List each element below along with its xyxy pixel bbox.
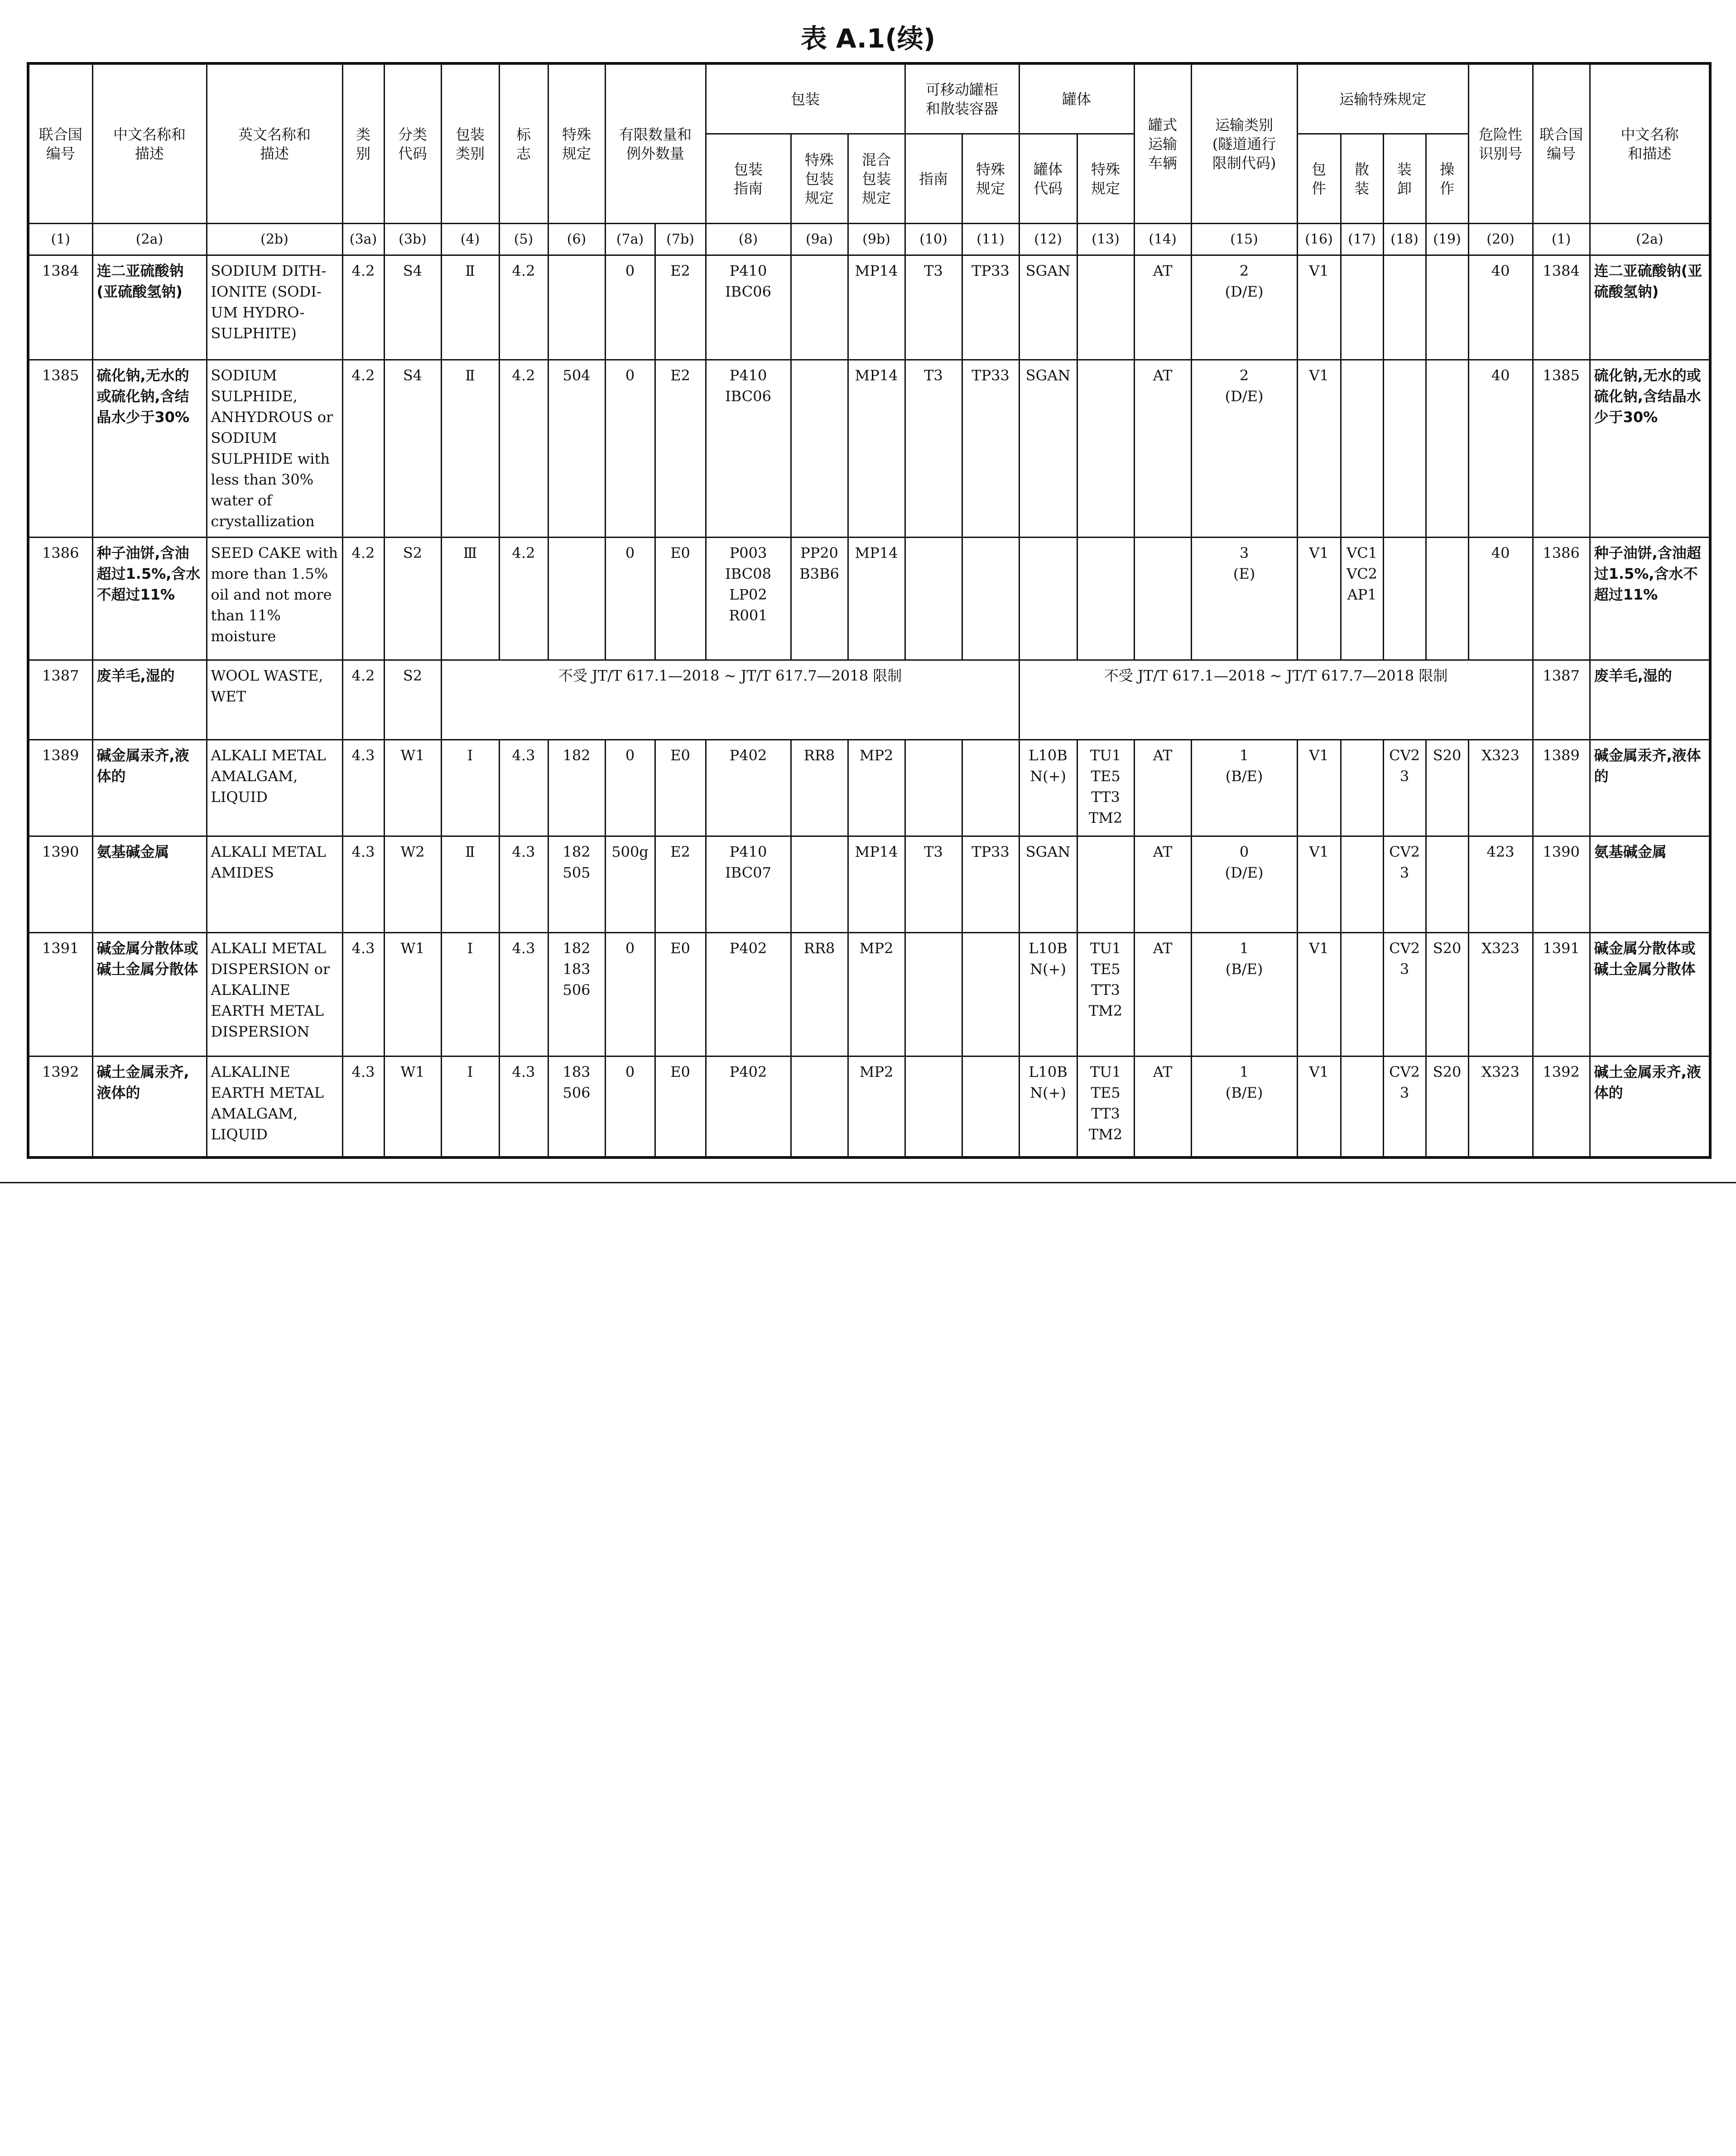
special-provisions: 183 506 — [548, 1056, 605, 1157]
packing-instruction: P410 IBC06 — [706, 360, 791, 538]
special-bulk — [1341, 740, 1383, 836]
label: 4.3 — [499, 836, 548, 933]
transport-category: 2 (D/E) — [1191, 360, 1297, 538]
table-row — [28, 360, 1710, 538]
packing-instruction: P402 — [706, 1056, 791, 1157]
header-tank-vehicle: 罐式 运输 车辆 — [1134, 63, 1191, 224]
special-bulk — [1341, 255, 1383, 360]
portable-instruction — [905, 740, 962, 836]
header-tank-special: 特殊 规定 — [1077, 134, 1134, 224]
portable-instruction: T3 — [905, 360, 962, 538]
tank-special: TU1 TE5 TT3 TM2 — [1077, 740, 1134, 836]
special-bulk — [1341, 1056, 1383, 1157]
header-hazard-id: 危险性 识别号 — [1468, 63, 1533, 224]
header-special-provisions: 特殊 规定 — [548, 63, 605, 224]
un-number-2: 1387 — [1533, 660, 1590, 740]
special-packing — [791, 360, 848, 538]
transport-category: 1 (B/E) — [1191, 740, 1297, 836]
column-number: (5) — [499, 224, 548, 255]
column-number: (9b) — [848, 224, 905, 255]
un-number: 1387 — [28, 660, 92, 740]
tank-special — [1077, 255, 1134, 360]
class-code: S2 — [384, 538, 441, 660]
excepted-quantity: E0 — [655, 740, 706, 836]
class-code: S4 — [384, 255, 441, 360]
column-number: (13) — [1077, 224, 1134, 255]
cn-name: 硫化钠,无水的或硫化钠,含结晶水少于30% — [92, 360, 207, 538]
packing-instruction: P402 — [706, 933, 791, 1056]
cn-name: 碱土金属汞齐,液体的 — [92, 1056, 207, 1157]
header-tank: 罐体 — [1019, 63, 1134, 134]
packing-group: Ⅱ — [441, 836, 499, 933]
special-loading — [1383, 538, 1426, 660]
cn-name-2: 碱土金属汞齐,液体的 — [1590, 1056, 1710, 1157]
special-packages: V1 — [1297, 360, 1341, 538]
excepted-quantity: E0 — [655, 538, 706, 660]
portable-instruction — [905, 1056, 962, 1157]
portable-special — [962, 538, 1019, 660]
special-provisions — [548, 255, 605, 360]
portable-instruction — [905, 538, 962, 660]
special-bulk — [1341, 933, 1383, 1056]
cn-name-2: 种子油饼,含油超过1.5%,含水不超过11% — [1590, 538, 1710, 660]
page-divider — [0, 1182, 1736, 1183]
portable-instruction: T3 — [905, 836, 962, 933]
cn-name-2: 碱金属汞齐,液体的 — [1590, 740, 1710, 836]
mixed-packing: MP2 — [848, 933, 905, 1056]
special-packages: V1 — [1297, 255, 1341, 360]
transport-category: 2 (D/E) — [1191, 255, 1297, 360]
column-number: (10) — [905, 224, 962, 255]
column-number: (1) — [1533, 224, 1590, 255]
class: 4.3 — [342, 933, 384, 1056]
header-bulk: 散 装 — [1341, 134, 1383, 224]
en-name: SODIUM DITH-IONITE (SODI-UM HYDRO-SULPHITE) — [207, 255, 342, 360]
header-packages: 包 件 — [1297, 134, 1341, 224]
table-header — [28, 63, 1710, 255]
en-name: ALKALI METAL AMALGAM, LIQUID — [207, 740, 342, 836]
cn-name: 氨基碱金属 — [92, 836, 207, 933]
excepted-quantity: E2 — [655, 360, 706, 538]
column-number: (16) — [1297, 224, 1341, 255]
special-provisions: 182 183 506 — [548, 933, 605, 1056]
header-packaging: 包装 — [706, 63, 905, 134]
portable-special — [962, 1056, 1019, 1157]
limited-quantity: 0 — [605, 740, 655, 836]
special-provisions: 504 — [548, 360, 605, 538]
un-number-2: 1389 — [1533, 740, 1590, 836]
column-number: (12) — [1019, 224, 1077, 255]
tank-code: SGAN — [1019, 836, 1077, 933]
tank-vehicle: AT — [1134, 1056, 1191, 1157]
mixed-packing: MP14 — [848, 538, 905, 660]
header-un-number-2: 联合国 编号 — [1533, 63, 1590, 224]
special-loading: CV23 — [1383, 1056, 1426, 1157]
packing-group: Ⅰ — [441, 933, 499, 1056]
un-number: 1389 — [28, 740, 92, 836]
not-restricted-note: 不受 JT/T 617.1—2018 ~ JT/T 617.7—2018 限制 — [441, 660, 1019, 740]
excepted-quantity: E0 — [655, 933, 706, 1056]
class: 4.2 — [342, 538, 384, 660]
special-packing: RR8 — [791, 933, 848, 1056]
packing-group: Ⅱ — [441, 255, 499, 360]
packing-group: Ⅲ — [441, 538, 499, 660]
tank-special — [1077, 360, 1134, 538]
label: 4.3 — [499, 933, 548, 1056]
cn-name-2: 废羊毛,湿的 — [1590, 660, 1710, 740]
special-loading — [1383, 360, 1426, 538]
tank-vehicle — [1134, 538, 1191, 660]
un-number-2: 1386 — [1533, 538, 1590, 660]
special-operation: S20 — [1426, 740, 1468, 836]
header-tank-code: 罐体 代码 — [1019, 134, 1077, 224]
tank-code: SGAN — [1019, 255, 1077, 360]
label: 4.2 — [499, 360, 548, 538]
column-number: (4) — [441, 224, 499, 255]
hazard-id: X323 — [1468, 740, 1533, 836]
class: 4.3 — [342, 836, 384, 933]
special-provisions: 182 — [548, 740, 605, 836]
cn-name: 种子油饼,含油超过1.5%,含水不超过11% — [92, 538, 207, 660]
un-number: 1392 — [28, 1056, 92, 1157]
transport-category: 0 (D/E) — [1191, 836, 1297, 933]
header-portable-instructions: 指南 — [905, 134, 962, 224]
class-code: S2 — [384, 660, 441, 740]
special-packing: PP20 B3B6 — [791, 538, 848, 660]
tank-special: TU1 TE5 TT3 TM2 — [1077, 933, 1134, 1056]
limited-quantity: 0 — [605, 360, 655, 538]
class-code: W1 — [384, 740, 441, 836]
portable-instruction: T3 — [905, 255, 962, 360]
portable-special — [962, 933, 1019, 1056]
column-number: (15) — [1191, 224, 1297, 255]
special-packing: RR8 — [791, 740, 848, 836]
excepted-quantity: E0 — [655, 1056, 706, 1157]
un-number-2: 1385 — [1533, 360, 1590, 538]
column-number: (17) — [1341, 224, 1383, 255]
tank-code: L10B N(+) — [1019, 1056, 1077, 1157]
hazard-id: 40 — [1468, 360, 1533, 538]
header-operation: 操 作 — [1426, 134, 1468, 224]
cn-name: 碱金属汞齐,液体的 — [92, 740, 207, 836]
special-operation — [1426, 836, 1468, 933]
special-packing — [791, 1056, 848, 1157]
class: 4.2 — [342, 255, 384, 360]
special-loading: CV23 — [1383, 836, 1426, 933]
label: 4.2 — [499, 255, 548, 360]
table-row — [28, 255, 1710, 360]
packing-group: Ⅰ — [441, 1056, 499, 1157]
transport-category: 1 (B/E) — [1191, 1056, 1297, 1157]
transport-category: 1 (B/E) — [1191, 933, 1297, 1056]
special-operation — [1426, 360, 1468, 538]
column-number: (9a) — [791, 224, 848, 255]
mixed-packing: MP14 — [848, 836, 905, 933]
header-class: 类 别 — [342, 63, 384, 224]
special-packages: V1 — [1297, 836, 1341, 933]
un-number: 1385 — [28, 360, 92, 538]
tank-vehicle: AT — [1134, 255, 1191, 360]
cn-name-2: 氨基碱金属 — [1590, 836, 1710, 933]
table-body — [28, 255, 1710, 1157]
header-portable-special: 特殊 规定 — [962, 134, 1019, 224]
table-row — [28, 740, 1710, 836]
un-number: 1384 — [28, 255, 92, 360]
portable-special — [962, 740, 1019, 836]
column-number: (7b) — [655, 224, 706, 255]
mixed-packing: MP2 — [848, 1056, 905, 1157]
header-packing-group: 包装 类别 — [441, 63, 499, 224]
header-limited-quantity: 有限数量和 例外数量 — [605, 63, 706, 224]
portable-special: TP33 — [962, 836, 1019, 933]
tank-vehicle: AT — [1134, 360, 1191, 538]
special-operation: S20 — [1426, 1056, 1468, 1157]
en-name: WOOL WASTE, WET — [207, 660, 342, 740]
tank-code — [1019, 538, 1077, 660]
table-row — [28, 933, 1710, 1056]
special-provisions: 182 505 — [548, 836, 605, 933]
header-loading: 装 卸 — [1383, 134, 1426, 224]
header-cn-name: 中文名称和 描述 — [92, 63, 207, 224]
column-number: (14) — [1134, 224, 1191, 255]
column-number: (3b) — [384, 224, 441, 255]
special-packing — [791, 255, 848, 360]
tank-vehicle: AT — [1134, 740, 1191, 836]
un-number: 1391 — [28, 933, 92, 1056]
class: 4.3 — [342, 1056, 384, 1157]
en-name: ALKALI METAL DISPERSION or ALKALINE EARTH METAL DISPERSION — [207, 933, 342, 1056]
packing-instruction: P410 IBC06 — [706, 255, 791, 360]
column-number: (2b) — [207, 224, 342, 255]
hazard-id: 40 — [1468, 255, 1533, 360]
table-row — [28, 1056, 1710, 1157]
special-bulk: VC1 VC2 AP1 — [1341, 538, 1383, 660]
class: 4.2 — [342, 360, 384, 538]
column-number-row — [28, 224, 1710, 255]
column-number: (7a) — [605, 224, 655, 255]
label: 4.2 — [499, 538, 548, 660]
column-number: (3a) — [342, 224, 384, 255]
transport-category: 3 (E) — [1191, 538, 1297, 660]
excepted-quantity: E2 — [655, 255, 706, 360]
excepted-quantity: E2 — [655, 836, 706, 933]
un-number: 1390 — [28, 836, 92, 933]
class-code: W1 — [384, 933, 441, 1056]
limited-quantity: 0 — [605, 538, 655, 660]
packing-instruction: P402 — [706, 740, 791, 836]
dangerous-goods-table — [27, 62, 1712, 1159]
special-loading: CV23 — [1383, 933, 1426, 1056]
tank-vehicle: AT — [1134, 836, 1191, 933]
un-number-2: 1392 — [1533, 1056, 1590, 1157]
tank-code: L10B N(+) — [1019, 933, 1077, 1056]
header-transport-category: 运输类别 (隧道通行 限制代码) — [1191, 63, 1297, 224]
header-special-packing: 特殊 包装 规定 — [791, 134, 848, 224]
hazard-id: X323 — [1468, 1056, 1533, 1157]
hazard-id: 423 — [1468, 836, 1533, 933]
not-restricted-note: 不受 JT/T 617.1—2018 ~ JT/T 617.7—2018 限制 — [1019, 660, 1533, 740]
packing-instruction: P003 IBC08 LP02 R001 — [706, 538, 791, 660]
cn-name: 废羊毛,湿的 — [92, 660, 207, 740]
portable-special: TP33 — [962, 360, 1019, 538]
special-loading: CV23 — [1383, 740, 1426, 836]
tank-special — [1077, 538, 1134, 660]
cn-name-2: 硫化钠,无水的或硫化钠,含结晶水少于30% — [1590, 360, 1710, 538]
special-packages: V1 — [1297, 740, 1341, 836]
header-en-name: 英文名称和 描述 — [207, 63, 342, 224]
header-mixed-packing: 混合 包装 规定 — [848, 134, 905, 224]
cn-name-2: 连二亚硫酸钠(亚硫酸氢钠) — [1590, 255, 1710, 360]
class: 4.2 — [342, 660, 384, 740]
limited-quantity: 500g — [605, 836, 655, 933]
header-un-number: 联合国 编号 — [28, 63, 92, 224]
class: 4.3 — [342, 740, 384, 836]
header-label: 标 志 — [499, 63, 548, 224]
packing-instruction: P410 IBC07 — [706, 836, 791, 933]
en-name: ALKALI METAL AMIDES — [207, 836, 342, 933]
table-row — [28, 660, 1710, 740]
portable-special: TP33 — [962, 255, 1019, 360]
header-special-transport: 运输特殊规定 — [1297, 63, 1468, 134]
table-row — [28, 538, 1710, 660]
header-portable-tanks: 可移动罐柜 和散装容器 — [905, 63, 1019, 134]
un-number-2: 1390 — [1533, 836, 1590, 933]
hazard-id: X323 — [1468, 933, 1533, 1056]
column-number: (2a) — [92, 224, 207, 255]
un-number-2: 1391 — [1533, 933, 1590, 1056]
cn-name: 碱金属分散体或碱土金属分散体 — [92, 933, 207, 1056]
label: 4.3 — [499, 740, 548, 836]
special-bulk — [1341, 360, 1383, 538]
tank-code: L10B N(+) — [1019, 740, 1077, 836]
tank-special: TU1 TE5 TT3 TM2 — [1077, 1056, 1134, 1157]
class-code: W2 — [384, 836, 441, 933]
en-name: ALKALINE EARTH METAL AMALGAM, LIQUID — [207, 1056, 342, 1157]
column-number: (19) — [1426, 224, 1468, 255]
un-number-2: 1384 — [1533, 255, 1590, 360]
cn-name-2: 碱金属分散体或碱土金属分散体 — [1590, 933, 1710, 1056]
special-operation — [1426, 538, 1468, 660]
special-bulk — [1341, 836, 1383, 933]
special-packages: V1 — [1297, 538, 1341, 660]
special-provisions — [548, 538, 605, 660]
un-number: 1386 — [28, 538, 92, 660]
class-code: W1 — [384, 1056, 441, 1157]
tank-special — [1077, 836, 1134, 933]
column-number: (6) — [548, 224, 605, 255]
tank-vehicle: AT — [1134, 933, 1191, 1056]
portable-instruction — [905, 933, 962, 1056]
packing-group: Ⅱ — [441, 360, 499, 538]
column-number: (18) — [1383, 224, 1426, 255]
column-number: (2a) — [1590, 224, 1710, 255]
column-number: (20) — [1468, 224, 1533, 255]
mixed-packing: MP2 — [848, 740, 905, 836]
mixed-packing: MP14 — [848, 255, 905, 360]
special-operation: S20 — [1426, 933, 1468, 1056]
header-cn-name-2: 中文名称 和描述 — [1590, 63, 1710, 224]
class-code: S4 — [384, 360, 441, 538]
limited-quantity: 0 — [605, 255, 655, 360]
tank-code: SGAN — [1019, 360, 1077, 538]
mixed-packing: MP14 — [848, 360, 905, 538]
table-row — [28, 836, 1710, 933]
column-number: (1) — [28, 224, 92, 255]
special-packages: V1 — [1297, 933, 1341, 1056]
header-class-code: 分类 代码 — [384, 63, 441, 224]
hazard-id: 40 — [1468, 538, 1533, 660]
cn-name: 连二亚硫酸钠(亚硫酸氢钠) — [92, 255, 207, 360]
special-loading — [1383, 255, 1426, 360]
limited-quantity: 0 — [605, 1056, 655, 1157]
special-packages: V1 — [1297, 1056, 1341, 1157]
en-name: SODIUM SULPHIDE, ANHYDROUS or SODIUM SULPHIDE with less than 30% water of crystallization — [207, 360, 342, 538]
column-number: (11) — [962, 224, 1019, 255]
header-packing-instructions: 包装 指南 — [706, 134, 791, 224]
special-packing — [791, 836, 848, 933]
packing-group: Ⅰ — [441, 740, 499, 836]
column-number: (8) — [706, 224, 791, 255]
label: 4.3 — [499, 1056, 548, 1157]
page-title: 表 A.1(续) — [800, 23, 936, 54]
special-operation — [1426, 255, 1468, 360]
en-name: SEED CAKE with more than 1.5% oil and not more than 11% moisture — [207, 538, 342, 660]
limited-quantity: 0 — [605, 933, 655, 1056]
